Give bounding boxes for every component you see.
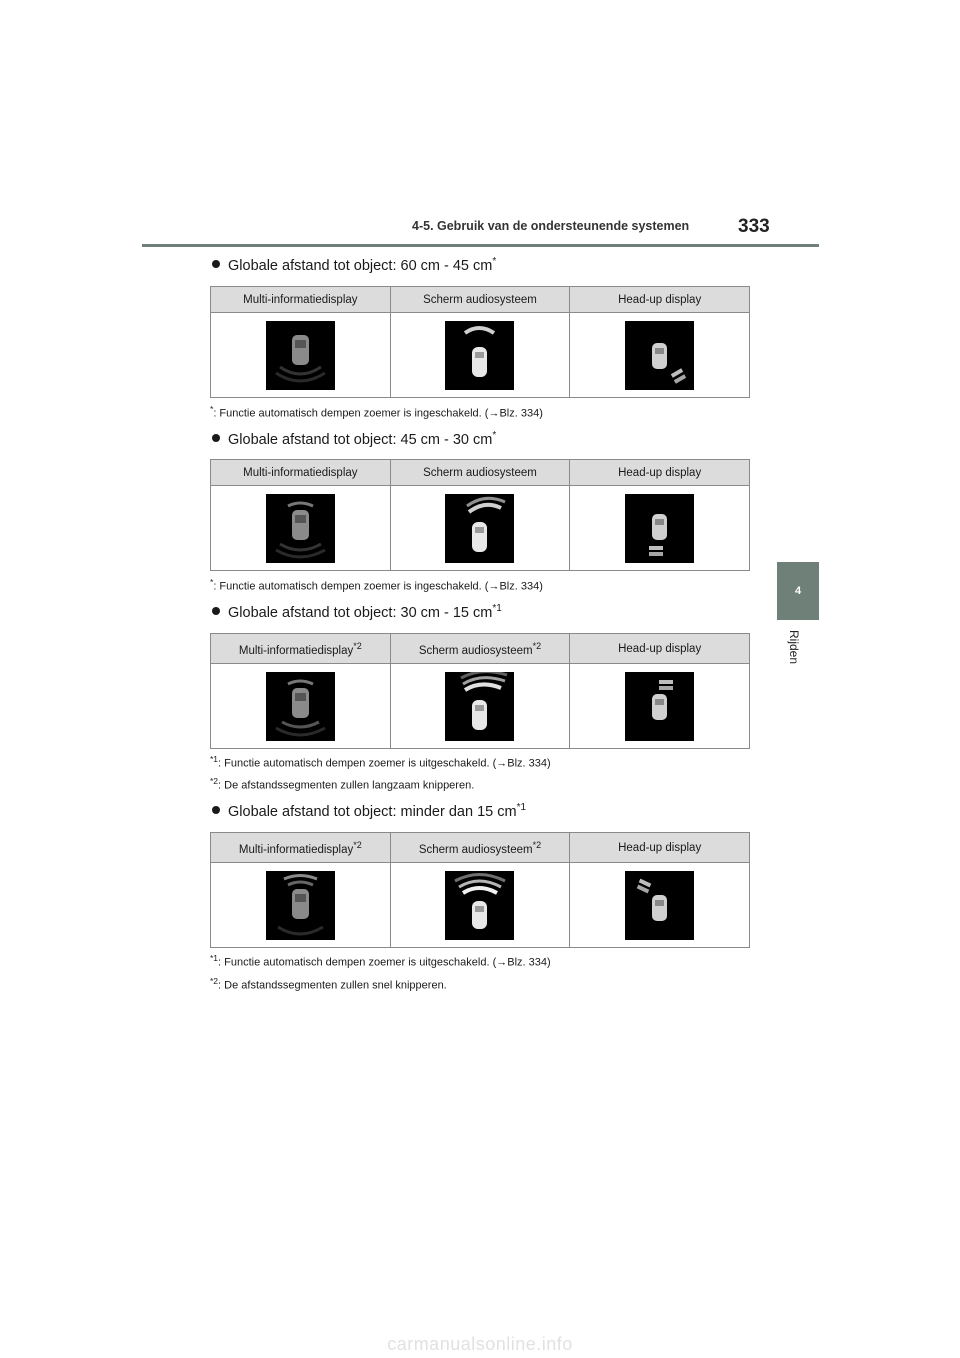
page-number: 333: [738, 216, 770, 237]
section-heading-1: Globale afstand tot object: 60 cm - 45 cm*: [212, 256, 496, 274]
col-header-audio: Scherm audiosysteem: [390, 287, 570, 313]
section-heading-4: Globale afstand tot object: minder dan 15 $cm^{*1}$: [212, 802, 526, 820]
col-header-hud: Head-up display: [570, 287, 750, 313]
chapter-tab: [777, 562, 819, 620]
col-header-hud: Head-up display: [570, 460, 750, 486]
display-table-3: [210, 633, 750, 749]
audio-display-image: [445, 494, 514, 563]
col-header-mid: Multi-informatiedisplay$^{*2}$: [211, 833, 391, 863]
bullet: [212, 260, 220, 268]
mid-display-image: [266, 871, 335, 940]
col-header-audio: Scherm audiosysteem$^{*2}$: [390, 833, 570, 863]
mid-display-image: [266, 672, 335, 741]
col-header-mid: Multi-informatiedisplay$^{*2}$: [211, 634, 391, 664]
bullet: [212, 607, 220, 615]
display-table-4: [210, 832, 750, 948]
audio-display-image: [445, 672, 514, 741]
bullet: [212, 806, 220, 814]
col-header-mid: Multi-informatiedisplay: [211, 287, 391, 313]
footnote: *: Functie automatisch dempen zoemer is ingeschakeld. (→Blz. 334): [210, 577, 543, 593]
col-header-hud: Head-up display: [570, 833, 750, 863]
mid-display-image: [266, 321, 335, 390]
chapter-label: Rijden: [787, 630, 801, 665]
section-header: 4-5. Gebruik van de ondersteunende systemen: [412, 219, 690, 233]
hud-display-image: [625, 494, 694, 563]
bullet: [212, 434, 220, 442]
col-header-audio: Scherm audiosysteem$^{*2}$: [390, 634, 570, 664]
col-header-hud: Head-up display: [570, 634, 750, 664]
display-table-1: [210, 286, 750, 398]
audio-display-image: [445, 321, 514, 390]
header-rule: [142, 244, 819, 247]
footnote: $^{*1}$: Functie automatisch dempen zoemer is uitgeschakeld. (→Blz. 334): [210, 953, 551, 969]
footnote: $^{*2}$: De afstandssegmenten zullen langzaam knipperen.: [210, 776, 475, 792]
footnote: $^{*1}$: Functie automatisch dempen zoemer is uitgeschakeld. (→Blz. 334): [210, 754, 551, 770]
footnote: *: Functie automatisch dempen zoemer is ingeschakeld. (→Blz. 334): [210, 404, 543, 420]
section-heading-2: Globale afstand tot object: 45 cm - 30 cm*: [212, 430, 496, 448]
col-header-audio: Scherm audiosysteem: [390, 460, 570, 486]
hud-display-image: [625, 871, 694, 940]
mid-display-image: [266, 494, 335, 563]
watermark: carmanualsonline.info: [387, 1334, 573, 1354]
col-header-mid: Multi-informatiedisplay: [211, 460, 391, 486]
audio-display-image: [445, 871, 514, 940]
display-table-2: [210, 459, 750, 571]
footnote: $^{*2}$: De afstandssegmenten zullen snel knipperen.: [210, 976, 447, 992]
hud-display-image: [625, 321, 694, 390]
section-heading-3: Globale afstand tot object: 30 cm - 15 $cm^{*1}$: [212, 603, 502, 621]
hud-display-image: [625, 672, 694, 741]
chapter-number: 4: [794, 585, 802, 597]
